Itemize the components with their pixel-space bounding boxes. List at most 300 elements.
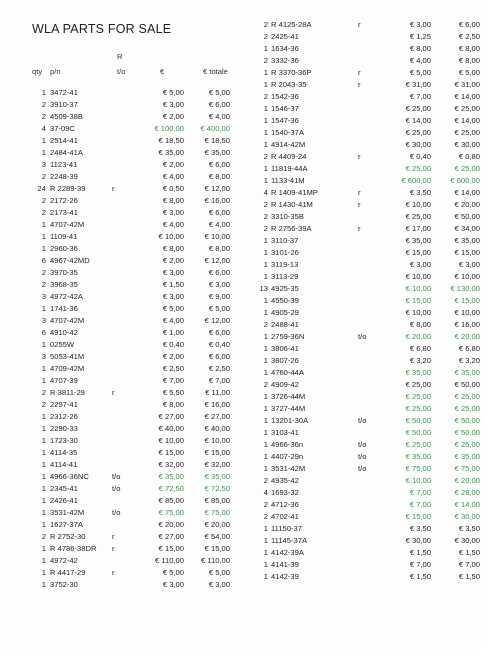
total-price-cell: € 20,00 [204,520,230,529]
part-number-cell: R 1409-41MP [271,188,318,197]
table-row [258,547,482,559]
qty-cell: 1 [41,88,46,97]
part-number-cell: 3310-35B [271,212,304,221]
total-price-cell: € 0,40 [208,340,230,349]
part-number-cell: 2290-33 [50,424,78,433]
part-number-cell: 2425-41 [271,32,299,41]
qty-cell: 1 [263,524,268,533]
flag-cell: r [112,544,115,553]
total-price-cell: € 54,00 [204,532,230,541]
table-row [22,495,252,507]
part-number-cell: 2297-41 [50,400,78,409]
total-price-cell: € 8,00 [208,244,230,253]
table-row [22,279,252,291]
table-row [258,475,482,487]
part-number-cell: 1542-36 [271,92,299,101]
table-row [258,139,482,151]
table-row [258,187,482,199]
qty-cell: 1 [263,344,268,353]
total-price-cell: € 14,00 [454,116,480,125]
qty-cell: 2 [41,400,46,409]
unit-price-cell: € 75,00 [158,508,184,517]
table-row [22,387,252,399]
total-price-cell: € 35,00 [454,452,480,461]
table-row [258,223,482,235]
qty-cell: 1 [263,104,268,113]
total-price-cell: € 3,20 [458,356,480,365]
part-number-cell: 3807-26 [271,356,299,365]
unit-price-cell: € 8,00 [162,400,184,409]
unit-price-cell: € 7,00 [409,488,431,497]
table-row [258,451,482,463]
unit-price-cell: € 5,00 [409,68,431,77]
unit-price-cell: € 25,00 [405,104,431,113]
unit-price-cell: € 1,50 [409,572,431,581]
part-number-cell: 4702-41 [271,512,299,521]
table-row [258,175,482,187]
unit-price-cell: € 40,00 [158,424,184,433]
table-row [258,523,482,535]
part-number-cell: 2312-26 [50,412,78,421]
unit-price-cell: € 10,00 [405,476,431,485]
part-number-cell: R 4417-29 [50,568,86,577]
part-number-cell: 3110-37 [271,236,299,245]
unit-price-cell: € 3,00 [409,20,431,29]
part-number-cell: R 2752-30 [50,532,86,541]
total-price-cell: € 20,00 [454,476,480,485]
total-price-cell: € 600,00 [450,176,480,185]
flag-cell: r [358,200,361,209]
table-row [22,111,252,123]
part-number-cell: 4967-42MD [50,256,90,265]
qty-cell: 2 [41,532,46,541]
flag-cell: t/o [358,464,367,473]
qty-cell: 1 [41,568,46,577]
total-price-cell: € 6,80 [458,344,480,353]
part-number-cell: 4407-29n [271,452,304,461]
total-price-cell: € 5,00 [208,568,230,577]
total-price-cell: € 15,00 [454,296,480,305]
unit-price-cell: € 2,00 [162,256,184,265]
unit-price-cell: € 25,00 [405,128,431,137]
unit-price-cell: € 17,00 [405,224,431,233]
table-row [258,391,482,403]
table-row [258,427,482,439]
unit-price-cell: € 32,00 [158,460,184,469]
table-row [22,507,252,519]
part-number-cell: 2173-41 [50,208,78,217]
unit-price-cell: € 15,00 [405,296,431,305]
total-price-cell: € 6,00 [208,328,230,337]
part-number-cell: 4712-36 [271,500,299,509]
part-number-cell: 37-09C [50,124,75,133]
part-number-cell: R 4125-28A [271,20,312,29]
qty-cell: 1 [263,272,268,281]
total-price-cell: € 8,00 [458,44,480,53]
table-row [22,435,252,447]
total-price-cell: € 110,00 [201,556,230,565]
qty-cell: 2 [263,200,268,209]
qty-cell: 1 [263,440,268,449]
unit-price-cell: € 15,00 [405,512,431,521]
total-price-cell: € 25,00 [454,392,480,401]
table-row [22,423,252,435]
qty-cell: 1 [41,220,46,229]
part-number-cell: 1123-41 [50,160,78,169]
unit-price-cell: € 5,50 [162,388,184,397]
table-row [22,531,252,543]
part-number-cell: 1540-37A [271,128,304,137]
unit-price-cell: € 30,00 [405,140,431,149]
total-price-cell: € 3,00 [208,280,230,289]
qty-cell: 1 [41,580,46,589]
total-price-cell: € 3,00 [458,260,480,269]
qty-cell: 2 [263,32,268,41]
part-number-cell: 2960-36 [50,244,78,253]
unit-price-cell: € 31,00 [405,80,431,89]
table-row [22,219,252,231]
table-row [22,567,252,579]
part-number-cell: 3531-42M [50,508,85,517]
part-number-cell: 1693-32 [271,488,299,497]
part-number-cell: 2426-41 [50,496,78,505]
qty-cell: 1 [41,232,46,241]
part-number-cell: 3119-13 [271,260,299,269]
left-parts-list [22,87,252,591]
qty-cell: 1 [263,140,268,149]
unit-price-cell: € 25,00 [405,164,431,173]
table-row [22,243,252,255]
unit-price-cell: € 8,00 [409,44,431,53]
unit-price-cell: € 18,50 [158,136,184,145]
unit-price-cell: € 4,00 [409,56,431,65]
table-row [22,183,252,195]
part-number-cell: 4114-41 [50,460,78,469]
total-price-cell: € 20,00 [454,200,480,209]
part-number-cell: 4972-42 [50,556,78,565]
unit-price-cell: € 8,00 [162,196,184,205]
flag-cell: r [358,68,361,77]
table-row [258,355,482,367]
table-row [258,499,482,511]
part-number-cell: R 2043-35 [271,80,307,89]
total-price-cell: € 6,00 [208,160,230,169]
unit-price-cell: € 100,00 [154,124,184,133]
unit-price-cell: € 10,00 [405,200,431,209]
qty-cell: 1 [41,304,46,313]
flag-cell: r [112,388,115,397]
unit-price-cell: € 35,00 [405,236,431,245]
part-number-cell: 4707-42M [50,220,85,229]
part-number-cell: 4914-42M [271,140,306,149]
unit-price-cell: € 5,00 [162,568,184,577]
part-number-cell: 3970-35 [50,268,78,277]
total-price-cell: € 16,00 [454,320,480,329]
qty-cell: 3 [41,292,46,301]
table-row [22,159,252,171]
part-number-cell: 3910-37 [50,100,78,109]
part-number-cell: 3531-42M [271,464,306,473]
qty-cell: 2 [41,112,46,121]
unit-price-cell: € 10,00 [405,272,431,281]
part-number-cell: 1546-37 [271,104,299,113]
table-row [258,463,482,475]
qty-cell: 2 [263,320,268,329]
total-price-cell: € 18,50 [204,136,230,145]
table-row [22,555,252,567]
table-row [22,123,252,135]
part-number-cell: 11150-37 [271,524,302,533]
total-price-cell: € 34,00 [454,224,480,233]
qty-cell: 4 [41,124,46,133]
flag-cell: t/o [358,452,367,461]
total-price-cell: € 6,00 [208,208,230,217]
unit-price-cell: € 1,50 [162,280,184,289]
part-number-cell: 1547-36 [271,116,299,125]
unit-price-cell: € 6,80 [409,344,431,353]
qty-cell: 1 [41,544,46,553]
qty-cell: 1 [263,164,268,173]
qty-cell: 2 [41,208,46,217]
qty-cell: 1 [41,448,46,457]
flag-cell: r [358,224,361,233]
total-price-cell: € 7,00 [458,560,480,569]
qty-cell: 1 [41,364,46,373]
flag-cell: t/o [358,416,367,425]
total-price-cell: € 35,00 [454,368,480,377]
part-number-cell: 3752-30 [50,580,78,589]
table-row [258,91,482,103]
total-price-cell: € 5,00 [208,88,230,97]
total-price-cell: € 50,00 [454,416,480,425]
header-to: t/o [117,67,126,76]
qty-cell: 1 [41,136,46,145]
total-price-cell: € 6,00 [458,20,480,29]
qty-cell: 2 [263,20,268,29]
total-price-cell: € 40,00 [204,424,230,433]
unit-price-cell: € 3,00 [162,292,184,301]
qty-cell: 1 [41,340,46,349]
table-row [22,375,252,387]
right-parts-list [258,19,482,583]
unit-price-cell: € 72,50 [158,484,184,493]
qty-cell: 2 [41,196,46,205]
part-number-cell: 4972-42A [50,292,83,301]
total-price-cell: € 10,00 [454,272,480,281]
qty-cell: 2 [263,476,268,485]
part-number-cell: 4760-44A [271,368,304,377]
part-number-cell: 2514-41 [50,136,78,145]
part-number-cell: 4550-39 [271,296,299,305]
part-number-cell: 3968-35 [50,280,78,289]
qty-cell: 2 [263,56,268,65]
qty-cell: 1 [41,376,46,385]
qty-cell: 1 [41,556,46,565]
part-number-cell: 4142-39 [271,572,299,581]
part-number-cell: R 3811-29 [50,388,85,397]
total-price-cell: € 400,00 [200,124,230,133]
total-price-cell: € 10,00 [454,308,480,317]
qty-cell: 1 [263,572,268,581]
table-row [258,199,482,211]
total-price-cell: € 2,50 [208,364,230,373]
table-row [258,271,482,283]
table-row [258,319,482,331]
qty-cell: 2 [263,224,268,233]
table-row [22,519,252,531]
table-row [258,115,482,127]
total-price-cell: € 3,00 [208,580,230,589]
table-row [258,367,482,379]
unit-price-cell: € 7,00 [409,92,431,101]
unit-price-cell: € 7,00 [409,500,431,509]
total-price-cell: € 16,00 [204,400,230,409]
part-number-cell: 3726-44M [271,392,306,401]
total-price-cell: € 3,50 [458,524,480,533]
qty-cell: 2 [263,152,268,161]
part-number-cell: 4142-39A [271,548,304,557]
unit-price-cell: € 2,00 [162,160,184,169]
qty-cell: 2 [41,268,46,277]
qty-cell: 1 [263,452,268,461]
qty-cell: 1 [263,260,268,269]
table-row [22,411,252,423]
part-number-cell: 3472-41 [50,88,78,97]
total-price-cell: € 5,00 [458,68,480,77]
unit-price-cell: € 25,00 [405,380,431,389]
part-number-cell: 0255W [50,340,75,349]
total-price-cell: € 35,00 [204,148,230,157]
qty-cell: 1 [263,248,268,257]
total-price-cell: € 130,00 [450,284,480,293]
unit-price-cell: € 85,00 [158,496,184,505]
unit-price-cell: € 35,00 [158,472,184,481]
table-row [258,19,482,31]
table-row [258,295,482,307]
qty-cell: 2 [263,512,268,521]
part-number-cell: 1109-41 [50,232,78,241]
flag-cell: r [112,532,115,541]
table-row [22,327,252,339]
table-row [258,511,482,523]
qty-cell: 2 [41,100,46,109]
table-row [22,87,252,99]
table-row [258,103,482,115]
qty-cell: 3 [41,160,46,169]
total-price-cell: € 8,00 [458,56,480,65]
unit-price-cell: € 1,50 [409,548,431,557]
unit-price-cell: € 3,50 [409,524,431,533]
part-number-cell: 4707-42M [50,316,85,325]
table-row [258,343,482,355]
part-number-cell: 4709-42M [50,364,85,373]
part-number-cell: 2488-41 [271,320,299,329]
total-price-cell: € 15,00 [204,448,230,457]
part-number-cell: 4966-36NC [50,472,89,481]
table-row [22,171,252,183]
unit-price-cell: € 50,00 [405,428,431,437]
unit-price-cell: € 3,00 [162,100,184,109]
part-number-cell: R 1430-41M [271,200,313,209]
unit-price-cell: € 20,00 [158,520,184,529]
flag-cell: r [112,568,115,577]
table-row [258,79,482,91]
total-price-cell: € 4,00 [208,220,230,229]
unit-price-cell: € 3,20 [409,356,431,365]
total-price-cell: € 10,00 [204,232,230,241]
part-number-cell: R 2756-39A [271,224,312,233]
table-row [22,195,252,207]
table-row [258,415,482,427]
unit-price-cell: € 14,00 [405,116,431,125]
total-price-cell: € 11,00 [205,388,230,397]
part-number-cell: 3806-41 [271,344,299,353]
part-number-cell: 2172-26 [50,196,78,205]
qty-cell: 1 [263,416,268,425]
header-total: € totale [203,67,228,76]
qty-cell: 1 [263,560,268,569]
unit-price-cell: € 35,00 [158,148,184,157]
qty-cell: 3 [41,316,46,325]
table-row [258,43,482,55]
table-row [258,151,482,163]
part-number-cell: 1723-30 [50,436,78,445]
total-price-cell: € 50,00 [454,212,480,221]
table-row [258,559,482,571]
total-price-cell: € 30,00 [454,512,480,521]
total-price-cell: € 25,00 [454,404,480,413]
qty-cell: 1 [41,412,46,421]
qty-cell: 1 [41,472,46,481]
table-row [22,267,252,279]
part-number-cell: 2759-36N [271,332,305,341]
total-price-cell: € 1,50 [458,548,480,557]
part-number-cell: R 4409-24 [271,152,307,161]
unit-price-cell: € 10,00 [158,436,184,445]
total-price-cell: € 9,00 [208,292,230,301]
part-number-cell: 3332-36 [271,56,299,65]
unit-price-cell: € 3,00 [162,208,184,217]
qty-cell: 4 [263,188,268,197]
unit-price-cell: € 5,00 [162,88,184,97]
table-row [258,55,482,67]
unit-price-cell: € 30,00 [405,536,431,545]
total-price-cell: € 6,00 [208,100,230,109]
total-price-cell: € 25,00 [454,128,480,137]
table-row [22,303,252,315]
flag-cell: r [358,152,361,161]
table-row [258,67,482,79]
unit-price-cell: € 27,00 [158,532,184,541]
table-row [258,211,482,223]
total-price-cell: € 7,00 [208,376,230,385]
unit-price-cell: € 8,00 [409,320,431,329]
qty-cell: 2 [263,92,268,101]
unit-price-cell: € 50,00 [405,416,431,425]
table-row [22,399,252,411]
unit-price-cell: € 7,00 [409,560,431,569]
table-row [22,339,252,351]
qty-cell: 1 [41,436,46,445]
qty-cell: 1 [263,68,268,77]
total-price-cell: € 2,50 [458,32,480,41]
total-price-cell: € 25,00 [454,104,480,113]
unit-price-cell: € 10,00 [405,308,431,317]
qty-cell: 1 [263,356,268,365]
unit-price-cell: € 2,50 [162,364,184,373]
part-number-cell: 2248-39 [50,172,78,181]
table-row [258,127,482,139]
